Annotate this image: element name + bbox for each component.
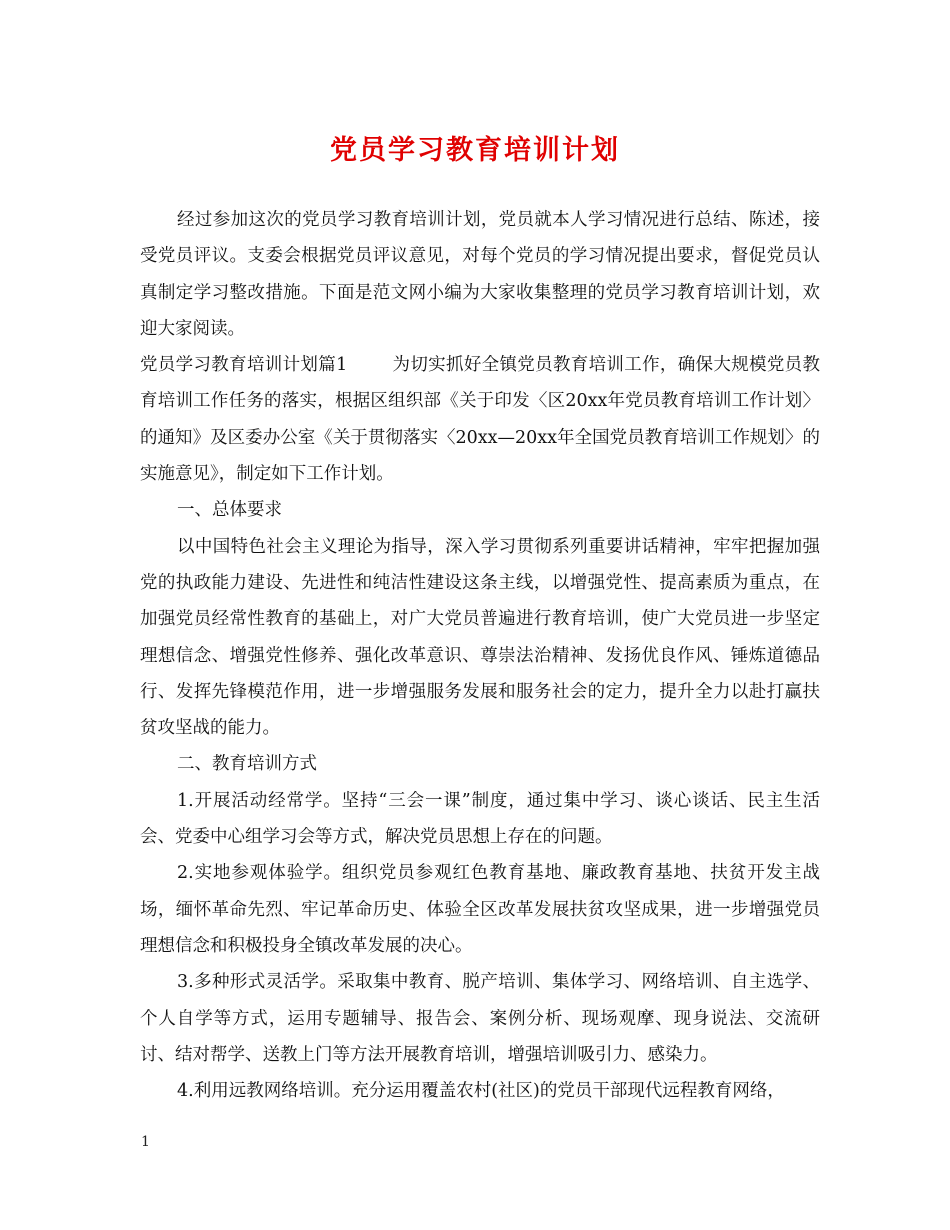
intro-paragraph: 经过参加这次的党员学习教育培训计划，党员就本人学习情况进行总结、陈述，接受党员评议。支委会根据党员评议意见，对每个党员的学习情况提出要求，督促党员认真制定学习整改措施。下面是范文网小编为大家收集整理的党员学习教育培训计划，欢迎大家阅读。 <box>140 210 820 339</box>
heading-training-methods: 二、教育培训方式 <box>177 754 317 775</box>
general-requirements-paragraph: 以中国特色社会主义理论为指导，深入学习贯彻系列重要讲话精神，牢牢把握加强党的执政能力建设、先进性和纯洁性建设这条主线，以增强党性、提高素质为重点，在加强党员经常性教育的基础上，对广大党员普遍进行教育培训，使广大党员进一步坚定理想信念、增强党性修养、强化改革意识、尊崇法治精神、发扬优良作风、锤炼道德品行、发挥先锋模范作用，进一步增强服务发展和服务社会的定力，提升全力以赴打赢扶贫攻坚战的能力。 <box>140 536 820 739</box>
method-item-4: 4.利用远教网络培训。充分运用覆盖农村(社区)的党员干部现代远程教育网络， <box>177 1081 785 1102</box>
page-number: 1 <box>141 1134 150 1150</box>
method-item-2: 2.实地参观体验学。组织党员参观红色教育基地、廉政教育基地、扶贫开发主战场，缅怀革命先烈、牢记革命历史、体验全区改革发展扶贫攻坚成果，进一步增强党员理想信念和积极投身全镇改革发展的决心。 <box>140 863 820 956</box>
method-item-3: 3.多种形式灵活学。采取集中教育、脱产培训、集体学习、网络培训、自主选学、个人自学等方式，运用专题辅导、报告会、案例分析、现场观摩、现身说法、交流研讨、结对帮学、送教上门等方法开展教育培训，增强培训吸引力、感染力。 <box>140 972 820 1065</box>
document-title: 党员学习教育培训计划 <box>330 135 620 166</box>
method-item-1: 1.开展活动经常学。坚持“三会一课”制度，通过集中学习、谈心谈话、民主生活会、党委中心组学习会等方式，解决党员思想上存在的问题。 <box>140 790 820 848</box>
document-body <box>140 202 820 1109</box>
section-label: 党员学习教育培训计划篇1 <box>140 355 348 376</box>
section-text: 为切实抓好全镇党员教育培训工作，确保大规模党员教育培训工作任务的落实，根据区组织部《关于印发〈区20xx年党员教育培训工作计划〉的通知》及区委办公室《关于贯彻落实〈20xx—20xx年全国党员教育培训工作规划〉的实施意见》，制定如下工作计划。 <box>140 355 820 485</box>
section-paragraph <box>140 347 820 492</box>
heading-general-requirements: 一、总体要求 <box>177 500 282 521</box>
